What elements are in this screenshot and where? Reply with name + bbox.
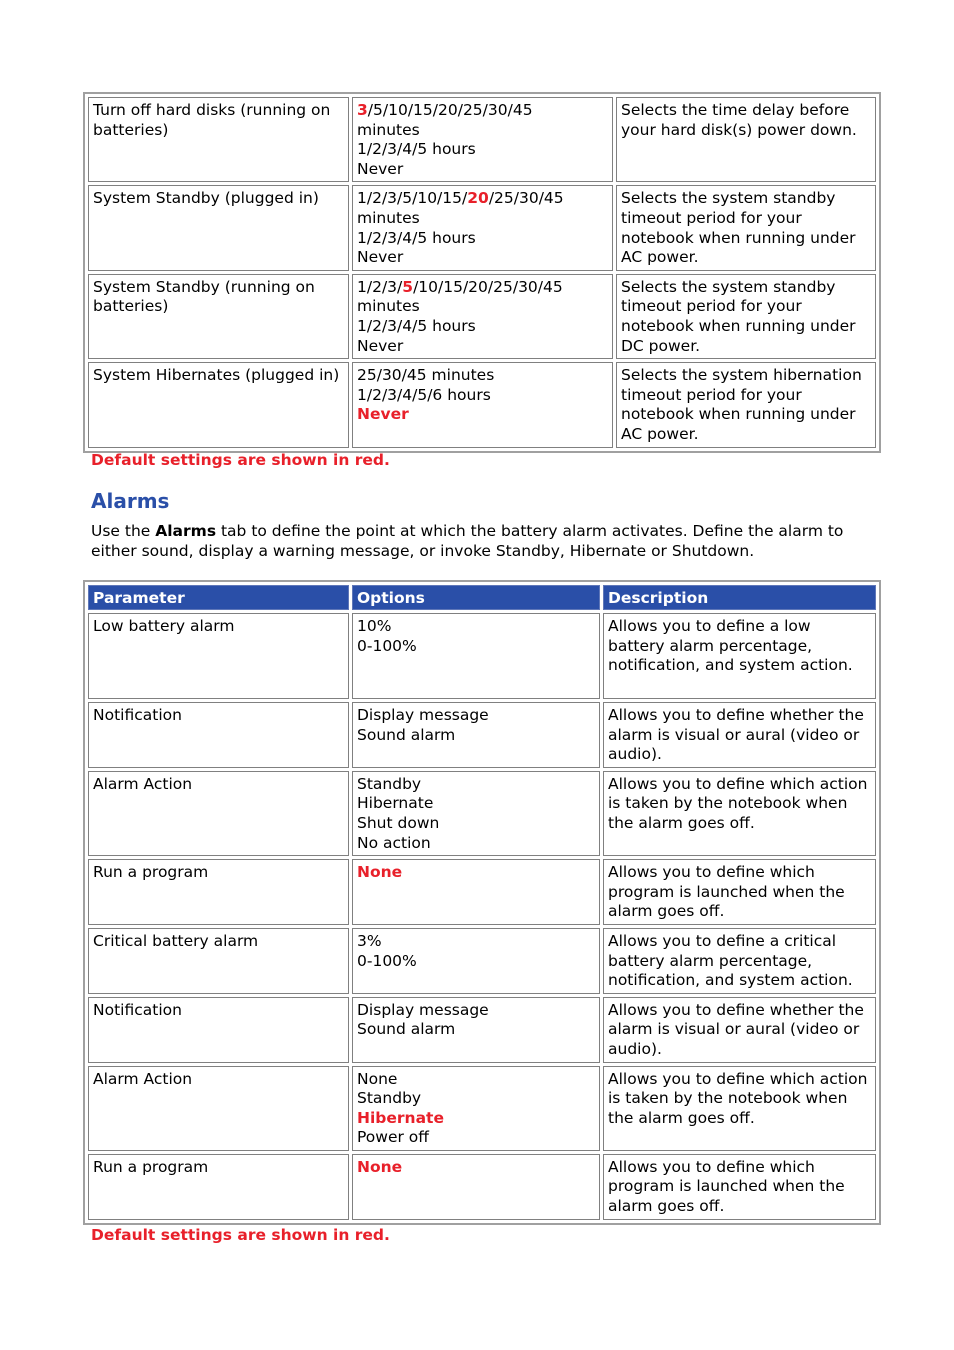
- option-line: [357, 952, 595, 972]
- option-line: [357, 101, 608, 121]
- description-cell: Allows you to define whether the alarm is visual or aural (video or audio).: [603, 702, 876, 768]
- option-line: [357, 706, 595, 726]
- option-text: Never: [357, 336, 404, 355]
- option-line: [357, 1128, 595, 1148]
- option-text: 1/2/3/4/5 hours: [357, 316, 476, 335]
- intro-text-start: Use the: [91, 522, 156, 540]
- option-line: [357, 726, 595, 746]
- option-text: 1/2/3/: [357, 277, 403, 296]
- option-text: Shut down: [357, 813, 440, 832]
- column-header-parameter: Parameter: [88, 585, 349, 610]
- option-line: [357, 229, 608, 249]
- table-row: [88, 613, 876, 699]
- default-settings-note: Default settings are shown in red.: [91, 1226, 390, 1244]
- table-row: [88, 928, 876, 994]
- options-cell: [352, 613, 600, 699]
- option-line: [357, 386, 608, 406]
- parameter-cell: Notification: [88, 702, 349, 768]
- option-text: Power off: [357, 1128, 429, 1147]
- option-text: 1/2/3/4/5 hours: [357, 140, 476, 159]
- option-line: [357, 775, 595, 795]
- parameter-cell: System Standby (running on batteries): [88, 274, 349, 359]
- intro-alarms-tab: Alarms: [155, 522, 217, 540]
- parameter-cell: Alarm Action: [88, 771, 349, 856]
- intro-text-end: tab to define the point at which the battery alarm activates. Define the alarm to either sound, display a warning message, or invoke Standby, Hibernate or Shutdown.: [91, 522, 844, 560]
- options-cell: [352, 274, 613, 359]
- option-text: 10%: [357, 617, 392, 635]
- option-line: [357, 863, 595, 883]
- option-line: [357, 366, 608, 386]
- option-text: minutes: [357, 120, 420, 139]
- parameter-cell: Run a program: [88, 859, 349, 925]
- option-text: None: [357, 1069, 398, 1088]
- column-header-options: Options: [352, 585, 600, 610]
- option-text: /25/30/45: [488, 189, 564, 208]
- default-value: None: [357, 863, 403, 882]
- default-value: 20: [467, 189, 489, 208]
- table-row: [88, 274, 876, 359]
- alarms-intro: [91, 522, 866, 561]
- default-value: 3: [357, 101, 368, 119]
- parameter-cell: Notification: [88, 997, 349, 1063]
- options-cell: [352, 997, 600, 1063]
- option-line: [357, 297, 608, 317]
- options-cell: [352, 1154, 600, 1220]
- option-line: [357, 189, 608, 209]
- options-cell: [352, 928, 600, 994]
- table-row: [88, 185, 876, 270]
- table-row: [88, 97, 876, 182]
- option-line: [357, 209, 608, 229]
- option-line: [357, 794, 595, 814]
- table-row: [88, 702, 876, 768]
- option-line: [357, 140, 608, 160]
- option-text: No action: [357, 833, 431, 852]
- options-cell: [352, 702, 600, 768]
- option-line: [357, 932, 595, 952]
- option-text: 25/30/45 minutes: [357, 366, 495, 385]
- option-text: Standby: [357, 774, 422, 793]
- description-cell: Allows you to define which action is taken by the notebook when the alarm goes off.: [603, 1066, 876, 1151]
- default-value: None: [357, 1157, 403, 1176]
- option-text: Display message: [357, 706, 489, 724]
- alarms-heading: Alarms: [91, 489, 170, 513]
- option-line: [357, 405, 608, 425]
- option-line: [357, 1001, 595, 1021]
- options-cell: [352, 771, 600, 856]
- option-line: [357, 1070, 595, 1090]
- option-text: Never: [357, 248, 404, 267]
- option-text: Sound alarm: [357, 725, 456, 744]
- description-cell: Allows you to define which action is taken by the notebook when the alarm goes off.: [603, 771, 876, 856]
- options-cell: [352, 97, 613, 182]
- table-row: [88, 1154, 876, 1220]
- option-text: Sound alarm: [357, 1020, 456, 1039]
- option-line: [357, 278, 608, 298]
- table-row: [88, 997, 876, 1063]
- options-cell: [352, 185, 613, 270]
- option-text: Standby: [357, 1089, 422, 1108]
- power-settings-table: [83, 92, 881, 453]
- option-text: 1/2/3/4/5/6 hours: [357, 385, 491, 404]
- options-cell: [352, 859, 600, 925]
- option-text: 0-100%: [357, 636, 417, 655]
- options-cell: [352, 362, 613, 447]
- option-text: Hibernate: [357, 794, 434, 813]
- description-cell: Allows you to define which program is launched when the alarm goes off.: [603, 859, 876, 925]
- option-text: minutes: [357, 208, 420, 227]
- parameter-cell: Low battery alarm: [88, 613, 349, 699]
- option-line: [357, 1109, 595, 1129]
- option-text: minutes: [357, 297, 420, 316]
- option-text: 1/2/3/4/5 hours: [357, 228, 476, 247]
- option-line: [357, 637, 595, 657]
- option-line: [357, 834, 595, 854]
- option-line: [357, 121, 608, 141]
- option-line: [357, 160, 608, 180]
- alarms-settings-table: [83, 580, 881, 1225]
- description-cell: Allows you to define a critical battery alarm percentage, notification, and system action.: [603, 928, 876, 994]
- default-value: Hibernate: [357, 1108, 444, 1127]
- option-line: [357, 248, 608, 268]
- option-line: [357, 1089, 595, 1109]
- parameter-cell: Turn off hard disks (running on batteries): [88, 97, 349, 182]
- option-line: [357, 337, 608, 357]
- default-value: Never: [357, 405, 409, 424]
- option-line: [357, 1020, 595, 1040]
- option-line: [357, 317, 608, 337]
- table-header-row: [88, 585, 876, 610]
- description-cell: Selects the system standby timeout period for your notebook when running under DC power.: [616, 274, 876, 359]
- description-cell: Selects the system standby timeout period for your notebook when running under AC power.: [616, 185, 876, 270]
- parameter-cell: Alarm Action: [88, 1066, 349, 1151]
- option-text: 1/2/3/5/10/15/: [357, 189, 468, 208]
- option-text: 3%: [357, 931, 382, 950]
- description-cell: Selects the system hibernation timeout period for your notebook when running under AC power.: [616, 362, 876, 447]
- description-cell: Allows you to define a low battery alarm percentage, notification, and system action.: [603, 613, 876, 699]
- description-cell: Allows you to define which program is launched when the alarm goes off.: [603, 1154, 876, 1220]
- column-header-description: Description: [603, 585, 876, 610]
- table-row: [88, 362, 876, 447]
- parameter-cell: Run a program: [88, 1154, 349, 1220]
- default-settings-note: Default settings are shown in red.: [91, 451, 390, 469]
- default-value: 5: [402, 277, 414, 296]
- description-cell: Allows you to define whether the alarm is visual or aural (video or audio).: [603, 997, 876, 1063]
- parameter-cell: System Standby (plugged in): [88, 185, 349, 270]
- option-text: 0-100%: [357, 951, 417, 970]
- table-row: [88, 859, 876, 925]
- option-text: /5/10/15/20/25/30/45: [367, 101, 533, 119]
- option-text: /10/15/20/25/30/45: [413, 277, 563, 296]
- parameter-cell: Critical battery alarm: [88, 928, 349, 994]
- parameter-cell: System Hibernates (plugged in): [88, 362, 349, 447]
- table-row: [88, 1066, 876, 1151]
- options-cell: [352, 1066, 600, 1151]
- table-row: [88, 771, 876, 856]
- option-line: [357, 1158, 595, 1178]
- option-text: Display message: [357, 1000, 489, 1019]
- option-line: [357, 617, 595, 637]
- description-cell: Selects the time delay before your hard disk(s) power down.: [616, 97, 876, 182]
- option-text: Never: [357, 159, 404, 178]
- option-line: [357, 814, 595, 834]
